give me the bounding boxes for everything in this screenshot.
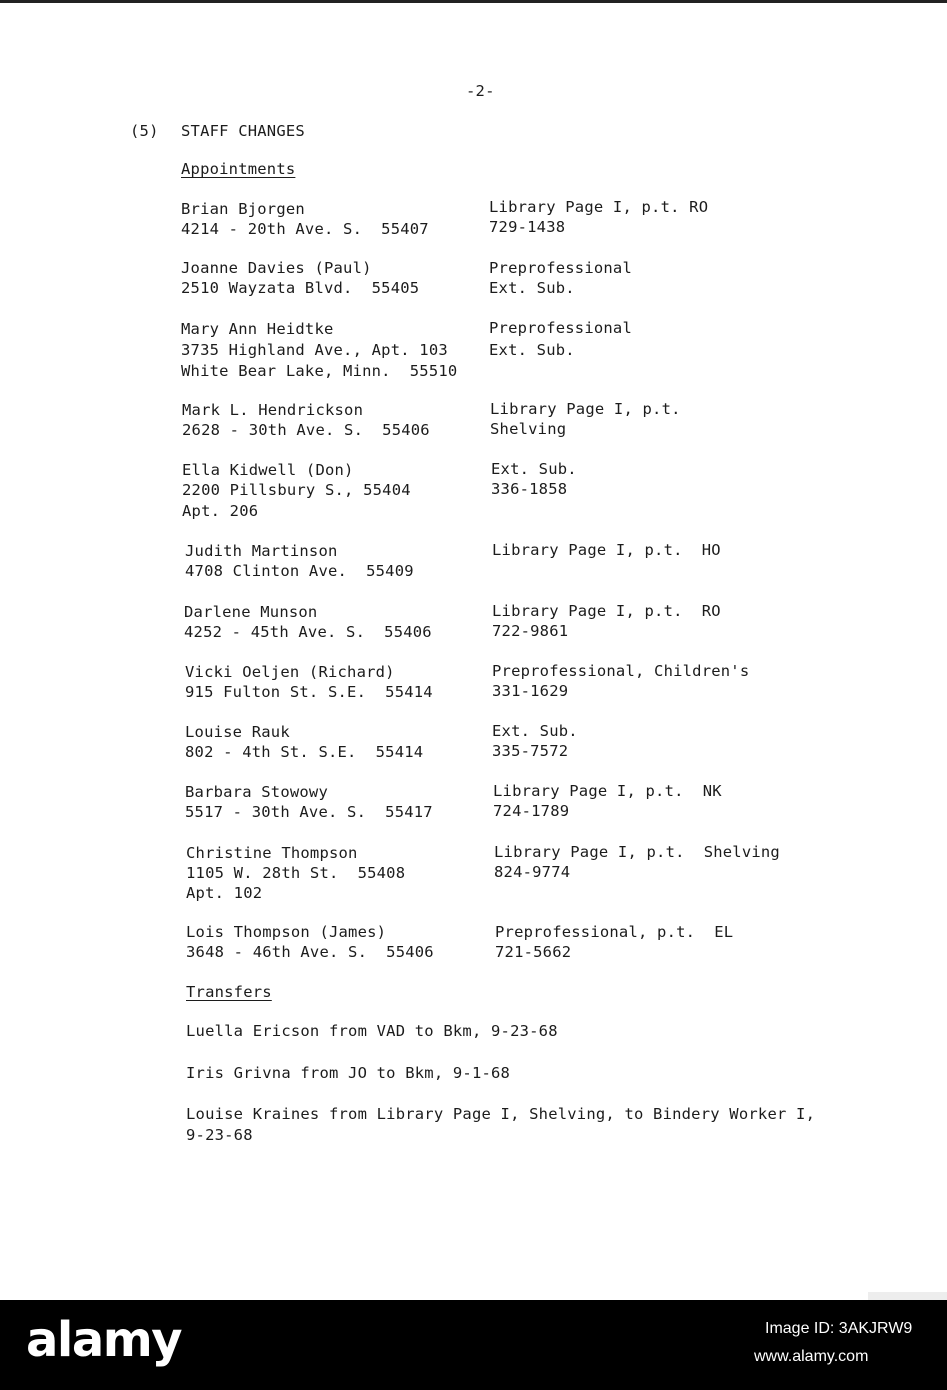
appointee-address: 2628 - 30th Ave. S. 55406 (182, 421, 430, 439)
phone-number: 335-7572 (492, 742, 569, 760)
appointee-address-line-2: White Bear Lake, Minn. 55510 (181, 362, 458, 380)
appointee-address: 5517 - 30th Ave. S. 55417 (185, 803, 433, 821)
appointee-address: 1105 W. 28th St. 55408 (186, 864, 406, 882)
phone-number: 729-1438 (489, 218, 566, 236)
transfer-entry-continued: 9-23-68 (186, 1126, 253, 1144)
appointee-address: 915 Fulton St. S.E. 55414 (185, 683, 433, 701)
appointee-name: Christine Thompson (186, 844, 358, 862)
appointee-name: Mary Ann Heidtke (181, 320, 334, 338)
position-title: Preprofessional, Children's (492, 662, 750, 680)
position-title: Ext. Sub. (492, 722, 578, 740)
position-title: Library Page I, p.t. RO (489, 198, 709, 216)
appointee-address: 4214 - 20th Ave. S. 55407 (181, 220, 429, 238)
appointments-heading: Appointments (181, 160, 296, 178)
position-detail: Ext. Sub. (489, 279, 575, 297)
page-number: -2- (466, 82, 495, 100)
transfer-entry: Iris Grivna from JO to Bkm, 9-1-68 (186, 1064, 511, 1082)
appointee-name: Joanne Davies (Paul) (181, 259, 372, 277)
appointee-address: 2510 Wayzata Blvd. 55405 (181, 279, 420, 297)
appointee-name: Louise Rauk (185, 723, 290, 741)
position-title: Preprofessional (489, 259, 632, 277)
appointee-name: Mark L. Hendrickson (182, 401, 364, 419)
image-id-label: Image ID: 3AKJRW9 (765, 1320, 913, 1337)
position-title: Library Page I, p.t. (490, 400, 681, 418)
appointee-name: Judith Martinson (185, 542, 338, 560)
position-title: Library Page I, p.t. NK (493, 782, 722, 800)
appointee-address: 4708 Clinton Ave. 55409 (185, 562, 414, 580)
appointee-address: 3648 - 46th Ave. S. 55406 (186, 943, 434, 961)
transfer-entry: Luella Ericson from VAD to Bkm, 9-23-68 (186, 1022, 558, 1040)
appointee-address: 802 - 4th St. S.E. 55414 (185, 743, 424, 761)
position-title: Preprofessional (489, 319, 632, 337)
position-detail: Ext. Sub. (489, 341, 575, 359)
appointee-address: 3735 Highland Ave., Apt. 103 (181, 341, 448, 359)
transfer-entry: Louise Kraines from Library Page I, Shelving, to Bindery Worker I, (186, 1105, 816, 1123)
transfers-heading: Transfers (186, 983, 272, 1001)
appointee-name: Darlene Munson (184, 603, 318, 621)
alamy-logo: alamy (26, 1312, 182, 1368)
appointee-name: Vicki Oeljen (Richard) (185, 663, 395, 681)
phone-number: 722-9861 (492, 622, 569, 640)
appointee-address: 4252 - 45th Ave. S. 55406 (184, 623, 432, 641)
position-detail: Shelving (490, 420, 567, 438)
phone-number: 331-1629 (492, 682, 569, 700)
section-number: (5) (130, 122, 159, 140)
appointee-address-line-2: Apt. 206 (182, 502, 259, 520)
position-title: Ext. Sub. (491, 460, 577, 478)
phone-number: 721-5662 (495, 943, 572, 961)
appointee-address: 2200 Pillsbury S., 55404 (182, 481, 411, 499)
appointee-name: Ella Kidwell (Don) (182, 461, 354, 479)
page-top-edge (0, 0, 947, 3)
phone-number: 336-1858 (491, 480, 568, 498)
phone-number: 724-1789 (493, 802, 570, 820)
position-title: Preprofessional, p.t. EL (495, 923, 734, 941)
position-title: Library Page I, p.t. Shelving (494, 843, 780, 861)
phone-number: 824-9774 (494, 863, 571, 881)
site-url: www.alamy.com (754, 1348, 869, 1365)
section-title: STAFF CHANGES (181, 122, 305, 140)
appointee-name: Lois Thompson (James) (186, 923, 387, 941)
appointee-address-line-2: Apt. 102 (186, 884, 263, 902)
appointee-name: Barbara Stowowy (185, 783, 328, 801)
position-title: Library Page I, p.t. HO (492, 541, 721, 559)
appointee-name: Brian Bjorgen (181, 200, 305, 218)
position-title: Library Page I, p.t. RO (492, 602, 721, 620)
